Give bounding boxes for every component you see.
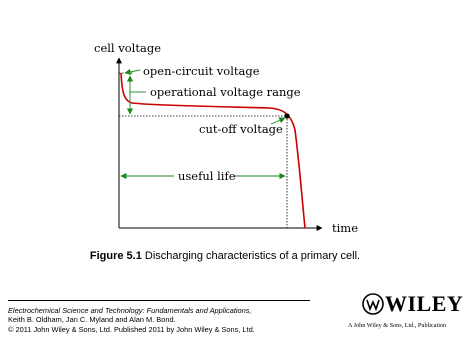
book-title: Electrochemical Science and Technology: Fundamentals and Applications, [8, 306, 252, 315]
wiley-logo [348, 291, 463, 335]
citation-block [8, 306, 255, 334]
open-circuit-voltage-label: open-circuit voltage [143, 64, 260, 78]
cut-off-voltage-label: cut-off voltage [199, 122, 283, 136]
useful-life-label: useful life [178, 169, 236, 183]
wiley-emblem-icon [362, 293, 384, 315]
figure-number: Figure 5.1 [89, 250, 142, 262]
caption-text: Discharging characteristics of a primary cell. [141, 250, 361, 262]
publisher-subtitle: A John Wiley & Sons, Ltd., Publication [348, 322, 447, 329]
cut-off-point [284, 113, 289, 118]
y-axis-label: cell voltage [94, 41, 162, 55]
footer-divider [8, 300, 310, 301]
book-authors: Keith B. Oldham, Jan C. Myland and Alan M. Bond. [8, 315, 176, 325]
publisher-name: WILEY [385, 291, 463, 316]
operational-voltage-range-label: operational voltage range [150, 85, 301, 99]
open-circuit-arrow [125, 70, 140, 73]
figure-caption [0, 250, 450, 262]
x-axis-label: time [332, 221, 359, 235]
copyright-line: © 2011 John Wiley & Sons, Ltd. Published 2011 by John Wiley & Sons, Ltd. [8, 324, 255, 334]
